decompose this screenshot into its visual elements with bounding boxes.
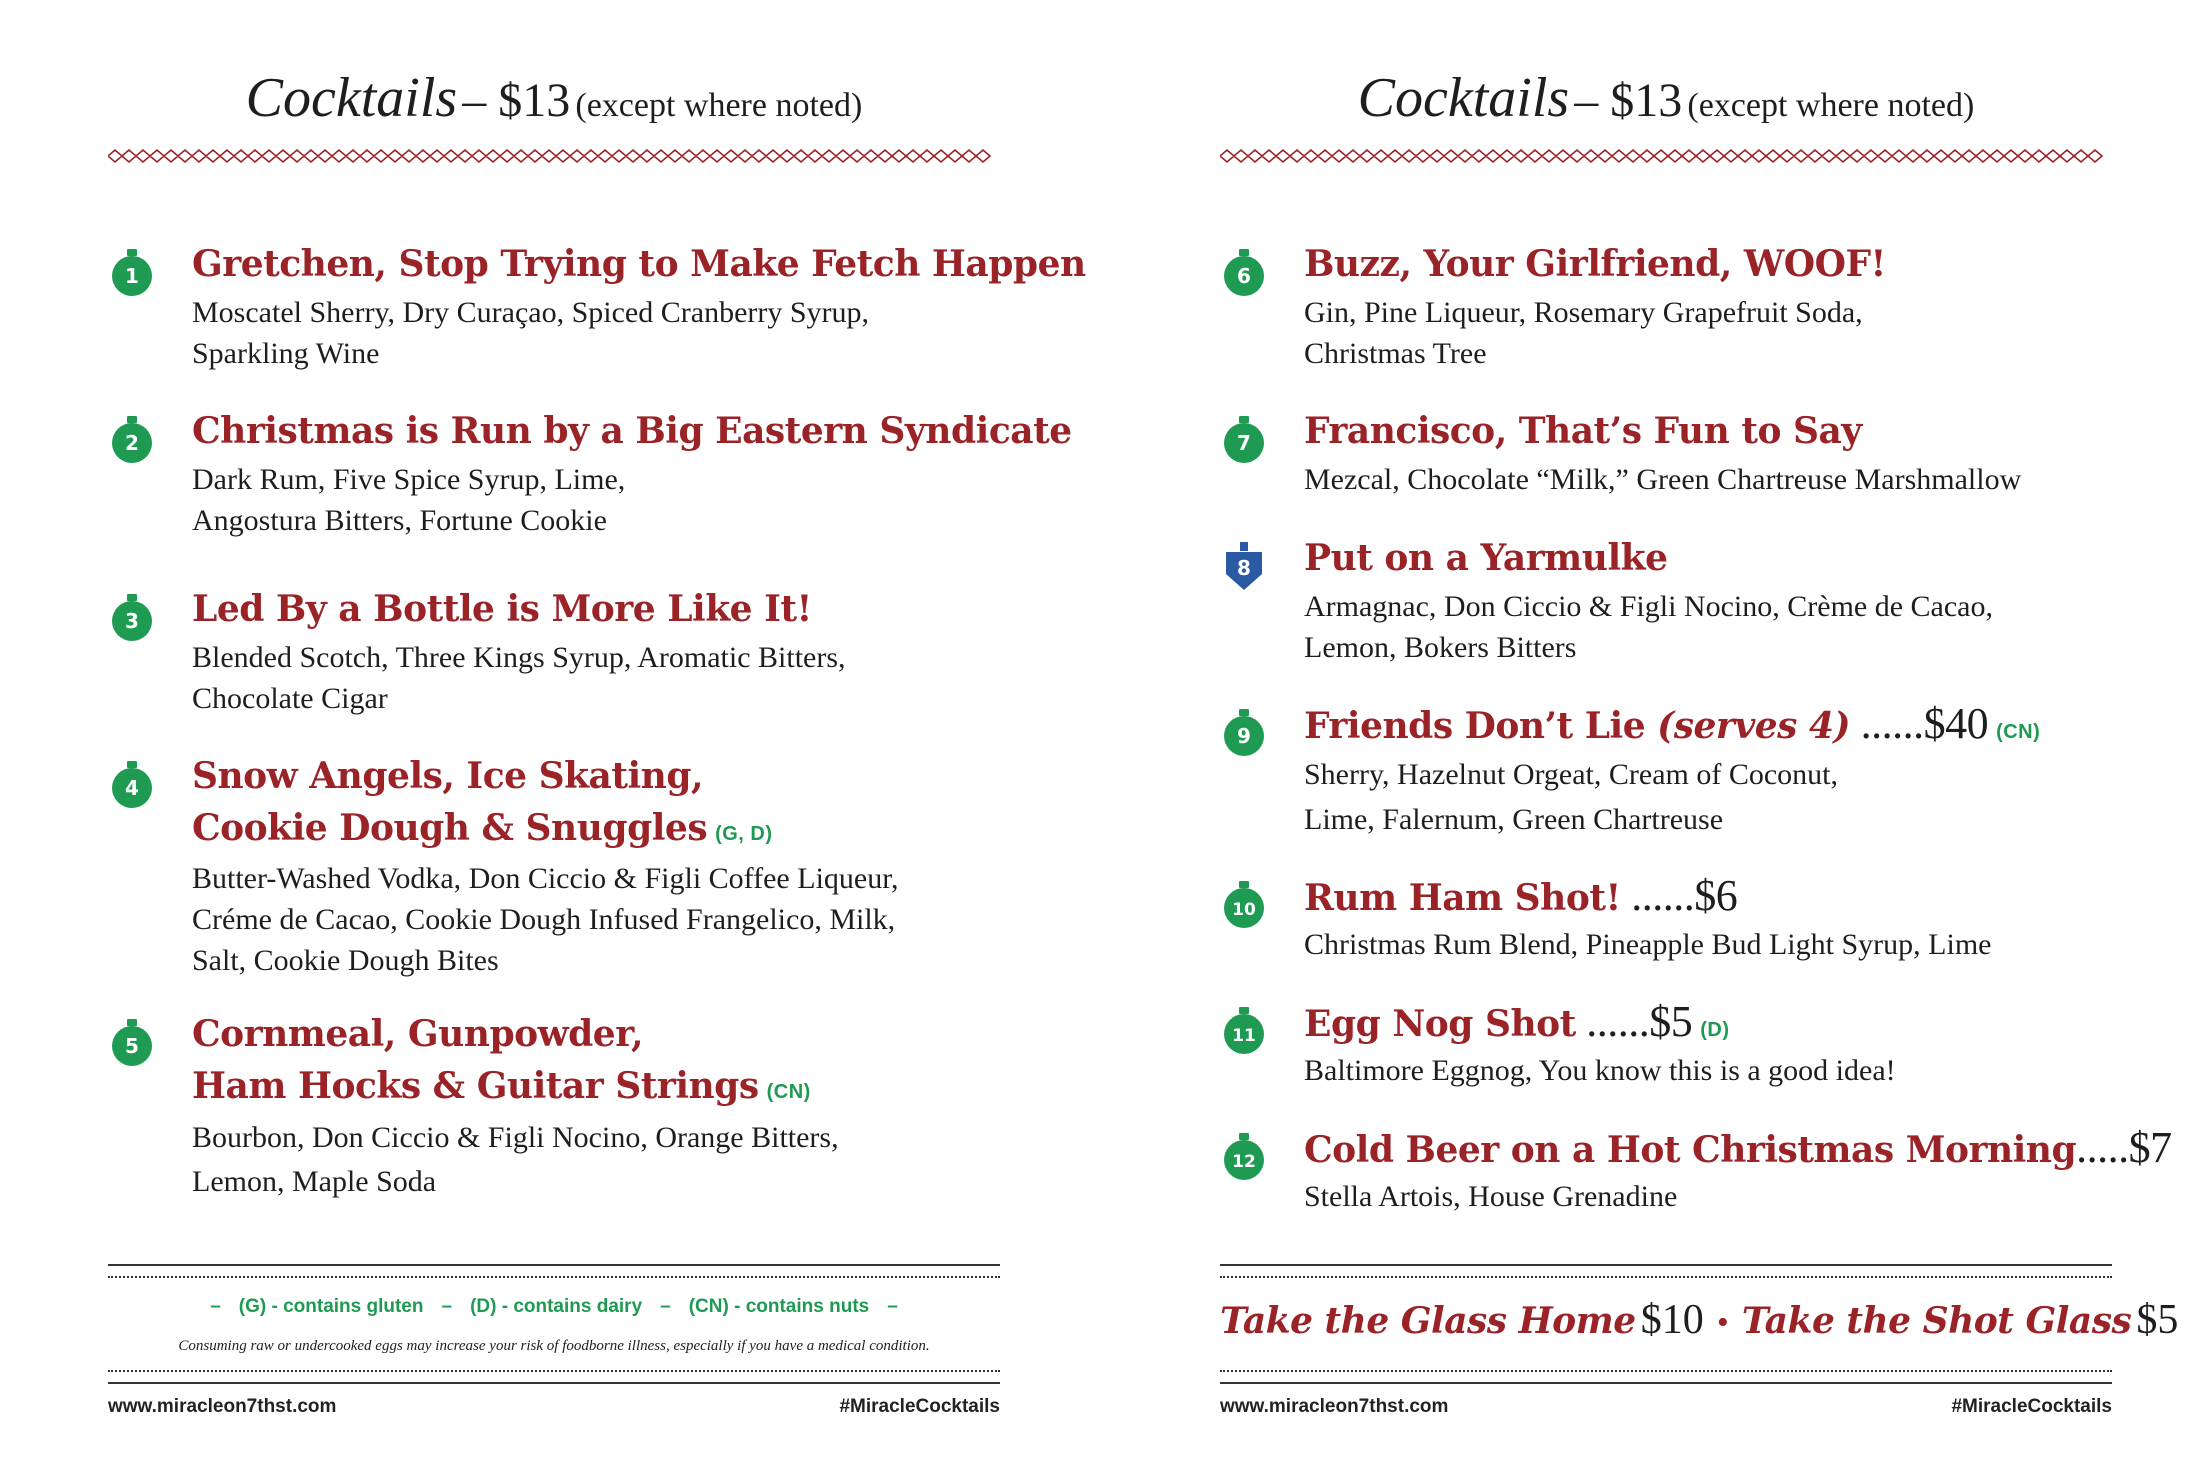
ornament-shape (1222, 413, 1266, 465)
item-description (192, 292, 1012, 374)
item-description (1304, 586, 2124, 668)
header-price: – $13 (1574, 74, 1683, 127)
zigzag-divider (108, 148, 1000, 164)
page-header (1220, 66, 2112, 130)
description-line: Angostura Bitters, Fortune Cookie (192, 504, 607, 537)
item-description (1304, 292, 2124, 374)
item-description (1304, 1050, 2124, 1091)
ornament-icon (110, 758, 150, 806)
website-link[interactable]: www.miracleon7thst.com (1220, 1396, 1449, 1417)
badge-number: 10 (1232, 900, 1256, 920)
description-line: Stella Artois, House Grenadine (1304, 1180, 1678, 1213)
ornament-shape (1222, 246, 1266, 298)
take-shot-glass-text: Take the Shot Glass (1741, 1300, 2132, 1342)
description-line: Salt, Cookie Dough Bites (192, 944, 499, 977)
allergen-tag: (CN) (766, 1081, 811, 1103)
allergen-legend (108, 1296, 1000, 1318)
item-name-text: Egg Nog Shot (1304, 1003, 1576, 1045)
footer-rule-dotted (1220, 1276, 2112, 1278)
description-line: Créme de Cacao, Cookie Dough Infused Frangelico, Milk, (192, 903, 896, 936)
zigzag-divider (1220, 148, 2112, 164)
description-line: Mezcal, Chocolate “Milk,” Green Chartreuse Marshmallow (1304, 463, 2022, 496)
ornament-shape (1222, 706, 1266, 758)
ornament-icon (1222, 413, 1262, 461)
hashtag: #MiracleCocktails (839, 1396, 1000, 1417)
ornament-shape (1222, 1004, 1266, 1056)
item-price: .....$7 (2076, 1123, 2172, 1172)
item-price: ......$40 (1850, 699, 1989, 748)
serves-note: (serves 4) (1657, 705, 1851, 747)
item-description (1304, 924, 2124, 965)
description-line: Sherry, Hazelnut Orgeat, Cream of Coconut, (1304, 758, 1839, 791)
hashtag: #MiracleCocktails (1951, 1396, 2112, 1417)
glass-offer (1220, 1296, 2179, 1344)
item-name (192, 750, 1012, 860)
menu-page-left (108, 0, 1086, 1484)
allergen-tag: (G, D) (715, 823, 773, 845)
legend-dash: – (210, 1296, 221, 1317)
item-name (1304, 996, 2124, 1056)
item-description (192, 459, 1012, 541)
page-header (108, 66, 1000, 130)
footer-rule (1220, 1264, 2112, 1266)
ornament-shape (1222, 1130, 1266, 1182)
ornament-icon (110, 1016, 150, 1064)
description-line: Moscatel Sherry, Dry Curaçao, Spiced Cranberry Syrup, (192, 296, 870, 329)
description-line: Blended Scotch, Three Kings Syrup, Aromatic Bitters, (192, 641, 846, 674)
header-note: (except where noted) (1687, 87, 1975, 124)
item-name (1304, 698, 2124, 758)
ornament-icon (1222, 706, 1262, 754)
item-name: Buzz, Your Girlfriend, WOOF! (1304, 243, 1886, 285)
ornament-shape (1222, 878, 1266, 930)
badge-number: 11 (1232, 1026, 1256, 1046)
item-description (1304, 1176, 2124, 1217)
item-name-line: Cookie Dough & Snuggles (192, 807, 708, 849)
raw-egg-disclaimer: Consuming raw or undercooked eggs may increase your risk of foodborne illness, especially if you have a medical condition. (178, 1338, 930, 1354)
badge-number: 1 (125, 264, 139, 288)
description-line: Lemon, Maple Soda (192, 1165, 437, 1198)
description-line: Gin, Pine Liqueur, Rosemary Grapefruit Soda, (1304, 296, 1863, 329)
item-name-text: Rum Ham Shot! (1304, 877, 1621, 919)
item-description (192, 858, 1012, 981)
item-price: ......$6 (1620, 871, 1738, 920)
description-line: Butter-Washed Vodka, Don Ciccio & Figli Coffee Liqueur, (192, 862, 899, 895)
legend-dash: – (660, 1296, 671, 1317)
ornament-icon (1222, 246, 1262, 294)
ornament-icon (1222, 1004, 1262, 1052)
legend-nuts: (CN) - contains nuts (688, 1296, 870, 1317)
badge-number: 5 (125, 1034, 139, 1058)
description-line: Lime, Falernum, Green Chartreuse (1304, 803, 1724, 836)
description-line: Lemon, Bokers Bitters (1304, 631, 1577, 664)
item-name: Gretchen, Stop Trying to Make Fetch Happen (192, 243, 1086, 285)
description-line: Christmas Tree (1304, 337, 1487, 370)
badge-number: 7 (1237, 431, 1251, 455)
item-name-text: Cold Beer on a Hot Christmas Morning (1304, 1129, 2077, 1171)
dreidel-shape (1222, 540, 1266, 592)
item-name-text: Friends Don’t Lie (1304, 705, 1646, 747)
item-name (192, 1008, 1012, 1118)
item-name-line: Snow Angels, Ice Skating, (192, 755, 704, 797)
description-line: Bourbon, Don Ciccio & Figli Nocino, Orange Bitters, (192, 1121, 839, 1154)
ornament-shape (110, 246, 154, 298)
description-line: Sparkling Wine (192, 337, 380, 370)
item-name: Led By a Bottle is More Like It! (192, 588, 812, 630)
allergen-tag: (CN) (1996, 721, 2041, 743)
bullet-separator: • (1716, 1304, 1729, 1341)
description-line: Christmas Rum Blend, Pineapple Bud Light Syrup, Lime (1304, 928, 1992, 961)
item-name (1304, 870, 2124, 924)
description-line: Chocolate Cigar (192, 682, 388, 715)
footer-rule-dotted (108, 1370, 1000, 1372)
item-price: ......$5 (1575, 997, 1693, 1046)
header-title: Cocktails (245, 67, 458, 129)
footer-rule (1220, 1382, 2112, 1384)
website-link[interactable]: www.miracleon7thst.com (108, 1396, 337, 1417)
badge-number: 9 (1237, 724, 1251, 748)
menu-page-right (1220, 0, 2179, 1484)
legend-gluten: (G) - contains gluten (238, 1296, 424, 1317)
description-line: Baltimore Eggnog, You know this is a good idea! (1304, 1054, 1896, 1087)
take-glass-text: Take the Glass Home (1220, 1300, 1636, 1342)
footer-rule (108, 1264, 1000, 1266)
header-price: – $13 (462, 74, 571, 127)
ornament-icon (1222, 1130, 1262, 1178)
description-line: Armagnac, Don Ciccio & Figli Nocino, Crème de Cacao, (1304, 590, 1993, 623)
footer-rule (108, 1382, 1000, 1384)
legend-dash: – (441, 1296, 453, 1317)
header-title: Cocktails (1357, 67, 1570, 129)
ornament-icon (110, 413, 150, 461)
item-name: Put on a Yarmulke (1304, 537, 1668, 579)
diamond-chain (108, 150, 990, 162)
badge-number: 12 (1232, 1152, 1256, 1172)
ornament-icon (110, 246, 150, 294)
item-name: Francisco, That’s Fun to Say (1304, 410, 1862, 452)
ornament-shape (110, 591, 154, 643)
item-description (1304, 459, 2124, 500)
header-note: (except where noted) (575, 87, 863, 124)
dreidel-icon (1222, 540, 1262, 588)
ornament-shape (110, 758, 154, 810)
diamond-chain (1220, 150, 2102, 162)
badge-number: 6 (1237, 264, 1251, 288)
item-description (192, 1116, 1012, 1204)
badge-number: 8 (1237, 556, 1251, 580)
item-name: Christmas is Run by a Big Eastern Syndicate (192, 410, 1072, 452)
item-name-line: Cornmeal, Gunpowder, (192, 1013, 644, 1055)
ornament-icon (1222, 878, 1262, 926)
item-name (1304, 1122, 2172, 1176)
description-line: Dark Rum, Five Spice Syrup, Lime, (192, 463, 626, 496)
ornament-shape (110, 1016, 154, 1068)
allergen-tag: (D) (1700, 1019, 1730, 1041)
badge-number: 4 (125, 776, 139, 800)
item-description (1304, 752, 2124, 842)
ornament-icon (110, 591, 150, 639)
glass-price: $10 (1640, 1297, 1704, 1343)
footer-rule-dotted (108, 1276, 1000, 1278)
badge-number: 3 (125, 609, 139, 633)
item-description (192, 637, 1012, 719)
legend-dash: – (887, 1296, 898, 1317)
legend-dairy: (D) - contains dairy (470, 1296, 643, 1317)
ornament-shape (110, 413, 154, 465)
shot-glass-price: $5 (2136, 1297, 2179, 1343)
badge-number: 2 (125, 431, 139, 455)
item-name-line: Ham Hocks & Guitar Strings (192, 1065, 759, 1107)
footer-rule-dotted (1220, 1370, 2112, 1372)
